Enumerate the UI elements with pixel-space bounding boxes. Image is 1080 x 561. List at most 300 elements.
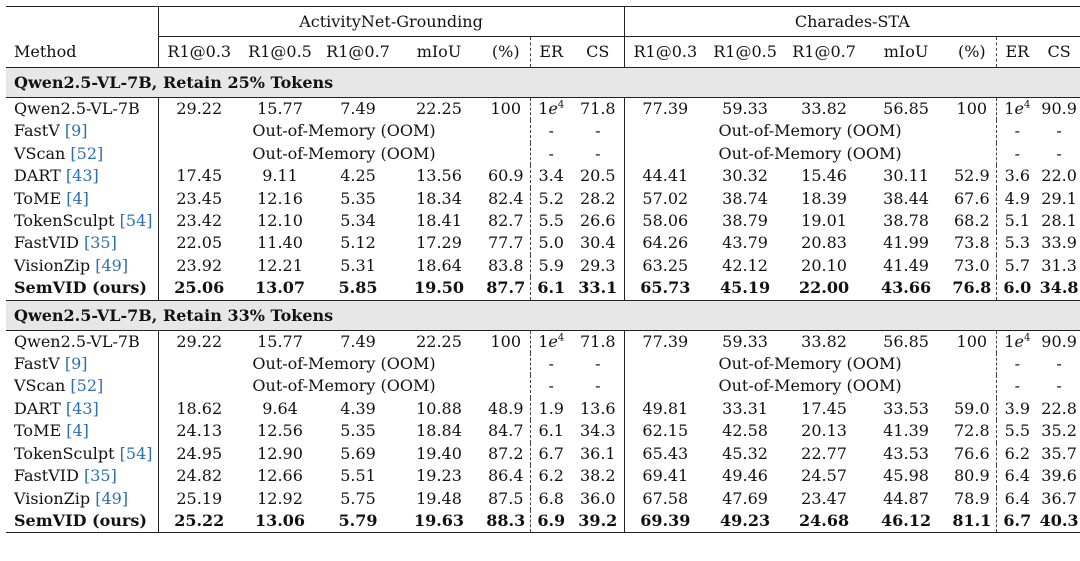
value-cell: 12.56: [257, 421, 303, 441]
cs-cell: 31.3: [1041, 255, 1077, 275]
oom-cell: Out-of-Memory (OOM): [624, 143, 996, 165]
method-name: Qwen2.5-VL-7B: [14, 331, 140, 351]
value-cell: 23.92: [158, 255, 240, 277]
cs-cell: 39.2: [572, 510, 624, 533]
value-cell: 17.45: [158, 165, 240, 187]
value-cell: 24.82: [158, 465, 240, 487]
value-cell: 41.99: [883, 233, 929, 253]
cs-cell: -: [595, 121, 601, 141]
header-col: mIoU: [396, 37, 482, 68]
value-cell: 23.45: [158, 188, 240, 210]
value-cell: 29.22: [158, 330, 240, 353]
value-cell: 19.40: [416, 443, 462, 463]
table-row: [6, 210, 1080, 232]
value-cell: 86.4: [487, 466, 524, 486]
er-cell: 1.9: [530, 398, 572, 420]
value-cell: 5.34: [340, 211, 376, 231]
value-cell: 7.49: [340, 331, 376, 351]
table-row: [6, 420, 1080, 442]
value-cell: 13.07: [254, 278, 306, 298]
value-cell: 18.34: [416, 188, 462, 208]
value-cell: 38.79: [722, 211, 768, 231]
er-cell: 6.1: [530, 420, 572, 442]
cs-cell: 40.3: [1038, 510, 1080, 533]
er-cell: 3.6: [996, 165, 1038, 187]
method-cell: [6, 165, 158, 187]
method-cell: [6, 188, 158, 210]
value-cell: 22.77: [801, 443, 847, 463]
section-title: Qwen2.5-VL-7B, Retain 33% Tokens: [6, 300, 1080, 330]
table-row: [6, 232, 1080, 254]
value-cell: 33.53: [883, 398, 929, 418]
value-cell: 12.92: [257, 488, 303, 508]
method-name: TokenSculpt: [14, 211, 115, 231]
er-cell: -: [530, 375, 572, 397]
method-name: SemVID (ours): [14, 278, 147, 298]
header-group-row: [6, 7, 1080, 37]
er-cell: $1e^4$: [996, 98, 1038, 121]
er-cell: 5.5: [530, 210, 572, 232]
method-name: VisionZip: [14, 255, 91, 275]
er-cell: 6.7: [530, 443, 572, 465]
value-cell: 12.16: [257, 188, 303, 208]
results-table: [6, 6, 1080, 533]
value-cell: 23.47: [801, 488, 847, 508]
value-cell: 59.33: [722, 99, 768, 118]
method-cell: [6, 420, 158, 442]
value-cell: 7.49: [340, 99, 376, 118]
cs-cell: -: [595, 376, 601, 396]
value-cell: 81.1: [948, 510, 996, 533]
section-header-row: [6, 68, 1080, 98]
value-cell: 25.22: [158, 510, 240, 533]
value-cell: 19.48: [416, 488, 462, 508]
table-row: [6, 188, 1080, 210]
value-cell: 22.00: [799, 278, 850, 298]
method-cell: [6, 98, 158, 121]
value-cell: 82.4: [487, 188, 524, 208]
table-row: [6, 353, 1080, 375]
value-cell: 20.83: [801, 233, 847, 253]
value-cell: 60.9: [487, 166, 524, 186]
value-cell: 10.88: [416, 398, 462, 418]
header-col: (%): [948, 37, 996, 68]
value-cell: 12.66: [257, 466, 303, 486]
value-cell: 87.5: [487, 488, 524, 508]
citation-link[interactable]: [54]: [119, 443, 153, 463]
value-cell: 43.66: [881, 278, 932, 298]
citation-link[interactable]: [9]: [64, 354, 88, 374]
value-cell: 25.19: [158, 488, 240, 510]
method-name: FastV: [14, 121, 60, 141]
value-cell: 29.22: [158, 98, 240, 121]
value-cell: 38.74: [722, 188, 768, 208]
er-cell: 5.9: [530, 255, 572, 277]
method-cell: [6, 232, 158, 254]
cs-cell: 34.8: [1039, 278, 1079, 298]
value-cell: 73.0: [954, 255, 990, 275]
method-cell: [6, 375, 158, 397]
value-cell: 43.79: [722, 233, 768, 253]
value-cell: 5.79: [320, 510, 396, 533]
method-name: ToME: [14, 421, 62, 441]
cs-cell: 33.1: [578, 278, 618, 298]
er-cell: 6.1: [530, 277, 572, 300]
value-cell: 11.40: [257, 233, 303, 253]
value-cell: 33.82: [801, 331, 847, 351]
cs-cell: 71.8: [579, 331, 616, 351]
value-cell: 20.10: [801, 255, 847, 275]
cs-cell: 35.7: [1041, 443, 1077, 463]
table-row: [6, 488, 1080, 510]
er-cell: 6.2: [996, 443, 1038, 465]
header-col: ER: [996, 37, 1038, 68]
method-cell: [6, 330, 158, 353]
er-cell: -: [530, 120, 572, 142]
value-cell: 5.69: [340, 443, 376, 463]
value-cell: 77.39: [624, 98, 706, 121]
value-cell: 87.7: [486, 278, 526, 298]
value-cell: 24.13: [158, 420, 240, 442]
value-cell: 38.78: [883, 211, 929, 231]
value-cell: 77.7: [487, 233, 524, 253]
cs-cell: 34.3: [579, 421, 616, 441]
method-cell: [6, 353, 158, 375]
value-cell: 100: [490, 99, 522, 118]
value-cell: 64.26: [624, 232, 706, 254]
er-cell: 5.3: [996, 232, 1038, 254]
value-cell: 12.90: [257, 443, 303, 463]
value-cell: 15.77: [257, 99, 303, 118]
cs-cell: 38.2: [579, 466, 616, 486]
er-cell: $1e^4$: [996, 330, 1038, 353]
cs-cell: 36.0: [579, 488, 616, 508]
value-cell: 5.35: [340, 188, 376, 208]
table-row: [6, 165, 1080, 187]
value-cell: 24.57: [801, 466, 847, 486]
header-col: ER: [530, 37, 572, 68]
er-cell: -: [996, 375, 1038, 397]
header-col: R1@0.7: [784, 37, 864, 68]
cs-cell: 36.1: [579, 443, 616, 463]
oom-cell: Out-of-Memory (OOM): [158, 120, 530, 142]
value-cell: 76.8: [952, 278, 992, 298]
citation-link[interactable]: [35]: [84, 233, 117, 253]
value-cell: 19.01: [801, 211, 847, 231]
value-cell: 24.95: [158, 443, 240, 465]
oom-cell: Out-of-Memory (OOM): [158, 353, 530, 375]
cs-cell: -: [1056, 143, 1062, 163]
method-name: Qwen2.5-VL-7B: [14, 99, 140, 118]
value-cell: 62.15: [624, 420, 706, 442]
value-cell: 45.98: [883, 466, 929, 486]
value-cell: 59.0: [954, 398, 990, 418]
table-row: [6, 443, 1080, 465]
value-cell: 5.12: [340, 233, 376, 253]
value-cell: 82.7: [487, 211, 524, 231]
value-cell: 41.39: [883, 421, 929, 441]
citation-link[interactable]: [35]: [84, 466, 117, 486]
citation-link[interactable]: [49]: [95, 488, 129, 508]
value-cell: 15.77: [257, 331, 303, 351]
value-cell: 57.02: [624, 188, 706, 210]
citation-link[interactable]: [43]: [65, 166, 99, 186]
value-cell: 80.9: [954, 466, 990, 486]
value-cell: 17.29: [416, 233, 462, 253]
table-row: [6, 510, 1080, 533]
value-cell: 22.25: [416, 99, 462, 118]
value-cell: 83.8: [487, 255, 524, 275]
value-cell: 5.31: [340, 255, 376, 275]
value-cell: 49.23: [706, 510, 784, 533]
value-cell: 65.73: [624, 277, 706, 300]
er-cell: -: [530, 143, 572, 165]
value-cell: 42.12: [722, 255, 768, 275]
table-row: [6, 255, 1080, 277]
er-cell: 3.4: [530, 165, 572, 187]
cs-cell: 71.8: [579, 99, 616, 118]
value-cell: 100: [490, 331, 522, 351]
value-cell: 38.44: [883, 188, 929, 208]
er-cell: 5.7: [996, 255, 1038, 277]
value-cell: 30.11: [883, 166, 929, 186]
value-cell: 19.63: [396, 510, 482, 533]
value-cell: 18.64: [416, 255, 462, 275]
method-cell: [6, 465, 158, 487]
cs-cell: 29.1: [1041, 188, 1077, 208]
cs-cell: 30.4: [579, 233, 616, 253]
value-cell: 52.9: [954, 166, 990, 186]
cs-cell: 33.9: [1041, 233, 1077, 253]
value-cell: 22.05: [158, 232, 240, 254]
value-cell: 68.2: [954, 211, 990, 231]
value-cell: 19.50: [413, 278, 465, 298]
header-col: mIoU: [864, 37, 948, 68]
er-cell: 5.2: [530, 188, 572, 210]
citation-link[interactable]: [43]: [65, 398, 99, 418]
method-name: SemVID (ours): [14, 510, 147, 530]
oom-cell: Out-of-Memory (OOM): [624, 120, 996, 142]
er-cell: 6.9: [530, 510, 572, 533]
value-cell: 100: [956, 99, 988, 118]
citation-link[interactable]: [4]: [66, 188, 89, 208]
cs-cell: -: [595, 354, 601, 374]
section-title: Qwen2.5-VL-7B, Retain 25% Tokens: [6, 68, 1080, 98]
table-row: [6, 277, 1080, 300]
header-col: CS: [1038, 37, 1080, 68]
method-cell: [6, 143, 158, 165]
value-cell: 59.33: [722, 331, 768, 351]
table-row: [6, 143, 1080, 165]
value-cell: 63.25: [624, 255, 706, 277]
method-name: TokenSculpt: [14, 443, 115, 463]
value-cell: 47.69: [722, 488, 768, 508]
citation-link[interactable]: [54]: [119, 211, 153, 231]
value-cell: 23.42: [158, 210, 240, 232]
method-name: DART: [14, 166, 61, 186]
method-cell: [6, 255, 158, 277]
method-name: FastVID: [14, 466, 79, 486]
method-cell: [6, 443, 158, 465]
cs-cell: 26.6: [579, 211, 616, 231]
cs-cell: 20.5: [579, 166, 616, 186]
er-cell: 6.2: [530, 465, 572, 487]
method-name: VScan: [14, 143, 66, 163]
header-col: R1@0.3: [158, 37, 240, 68]
er-cell: 6.7: [996, 510, 1038, 533]
citation-link[interactable]: [9]: [64, 121, 88, 141]
value-cell: 12.21: [257, 255, 303, 275]
cs-cell: 22.8: [1041, 398, 1077, 418]
value-cell: 18.39: [801, 188, 847, 208]
method-name: FastV: [14, 354, 60, 374]
value-cell: 56.85: [883, 99, 929, 118]
cs-cell: -: [1056, 121, 1062, 141]
cs-cell: -: [595, 143, 601, 163]
header-col: R1@0.5: [240, 37, 320, 68]
value-cell: 17.45: [801, 398, 847, 418]
value-cell: 18.84: [416, 421, 462, 441]
value-cell: 9.64: [262, 398, 298, 418]
cs-cell: -: [1056, 354, 1062, 374]
value-cell: 69.41: [624, 465, 706, 487]
cs-cell: 39.6: [1041, 466, 1077, 486]
oom-cell: Out-of-Memory (OOM): [624, 375, 996, 397]
method-name: VScan: [14, 376, 66, 396]
header-group-charades: Charades-STA: [624, 7, 1080, 37]
value-cell: 78.9: [954, 488, 990, 508]
value-cell: 45.32: [722, 443, 768, 463]
results-body: [6, 68, 1080, 533]
value-cell: 58.06: [624, 210, 706, 232]
header-col: CS: [572, 37, 624, 68]
value-cell: 33.82: [801, 99, 847, 118]
table-row: [6, 375, 1080, 397]
value-cell: 41.49: [883, 255, 929, 275]
value-cell: 76.6: [954, 443, 990, 463]
value-cell: 4.25: [340, 166, 376, 186]
value-cell: 49.46: [722, 466, 768, 486]
method-name: ToME: [14, 188, 62, 208]
er-cell: $1e^4$: [530, 330, 572, 353]
er-cell: 6.4: [996, 488, 1038, 510]
value-cell: 100: [956, 331, 988, 351]
method-cell: [6, 277, 158, 300]
value-cell: 9.11: [262, 166, 298, 186]
section-header-row: [6, 300, 1080, 330]
table-row: [6, 98, 1080, 121]
value-cell: 20.13: [801, 421, 847, 441]
value-cell: 22.25: [416, 331, 462, 351]
er-cell: $1e^4$: [530, 98, 572, 121]
value-cell: 77.39: [624, 330, 706, 353]
header-col: R1@0.5: [706, 37, 784, 68]
er-cell: 4.9: [996, 188, 1038, 210]
header-col: (%): [482, 37, 530, 68]
oom-cell: Out-of-Memory (OOM): [624, 353, 996, 375]
cs-cell: 13.6: [579, 398, 616, 418]
value-cell: 48.9: [487, 398, 524, 418]
header-empty-cell: [6, 7, 158, 37]
cs-cell: 90.9: [1041, 331, 1077, 351]
method-cell: [6, 210, 158, 232]
header-column-row: [6, 37, 1080, 68]
er-cell: 3.9: [996, 398, 1038, 420]
value-cell: 30.32: [722, 166, 768, 186]
value-cell: 33.31: [722, 398, 768, 418]
method-cell: [6, 488, 158, 510]
value-cell: 5.85: [338, 278, 378, 298]
cs-cell: 22.0: [1041, 166, 1077, 186]
value-cell: 84.7: [487, 421, 524, 441]
table-row: [6, 330, 1080, 353]
header-col: R1@0.7: [320, 37, 396, 68]
value-cell: 18.41: [416, 211, 462, 231]
value-cell: 87.2: [487, 443, 524, 463]
er-cell: 5.1: [996, 210, 1038, 232]
cs-cell: 36.7: [1041, 488, 1077, 508]
value-cell: 12.10: [257, 211, 303, 231]
value-cell: 4.39: [340, 398, 376, 418]
value-cell: 88.3: [482, 510, 530, 533]
er-cell: -: [996, 120, 1038, 142]
value-cell: 24.68: [784, 510, 864, 533]
header-method: Method: [6, 37, 158, 68]
value-cell: 67.58: [624, 488, 706, 510]
er-cell: 5.0: [530, 232, 572, 254]
citation-link[interactable]: [4]: [66, 421, 89, 441]
method-cell: [6, 510, 158, 533]
er-cell: -: [996, 143, 1038, 165]
cs-cell: 35.2: [1041, 421, 1077, 441]
cs-cell: -: [1056, 376, 1062, 396]
oom-cell: Out-of-Memory (OOM): [158, 143, 530, 165]
value-cell: 5.35: [340, 421, 376, 441]
oom-cell: Out-of-Memory (OOM): [158, 375, 530, 397]
value-cell: 5.75: [340, 488, 376, 508]
er-cell: 6.0: [996, 277, 1038, 300]
value-cell: 44.87: [883, 488, 929, 508]
er-cell: 5.5: [996, 420, 1038, 442]
table-row: [6, 465, 1080, 487]
cs-cell: 90.9: [1041, 99, 1077, 118]
value-cell: 45.19: [720, 278, 771, 298]
value-cell: 69.39: [624, 510, 706, 533]
value-cell: 56.85: [883, 331, 929, 351]
value-cell: 49.81: [624, 398, 706, 420]
value-cell: 46.12: [864, 510, 948, 533]
value-cell: 72.8: [954, 421, 990, 441]
value-cell: 44.41: [624, 165, 706, 187]
citation-link[interactable]: [52]: [70, 143, 104, 163]
header-col: R1@0.3: [624, 37, 706, 68]
value-cell: 67.6: [954, 188, 990, 208]
citation-link[interactable]: [52]: [70, 376, 104, 396]
er-cell: -: [996, 353, 1038, 375]
cs-cell: 28.2: [579, 188, 616, 208]
method-name: FastVID: [14, 233, 79, 253]
er-cell: -: [530, 353, 572, 375]
cs-cell: 29.3: [579, 255, 616, 275]
value-cell: 13.56: [416, 166, 462, 186]
value-cell: 15.46: [801, 166, 847, 186]
er-cell: 6.4: [996, 465, 1038, 487]
citation-link[interactable]: [49]: [95, 255, 129, 275]
er-cell: 6.8: [530, 488, 572, 510]
value-cell: 5.51: [340, 466, 376, 486]
header-group-activitynet: ActivityNet-Grounding: [158, 7, 624, 37]
value-cell: 25.06: [158, 277, 240, 300]
